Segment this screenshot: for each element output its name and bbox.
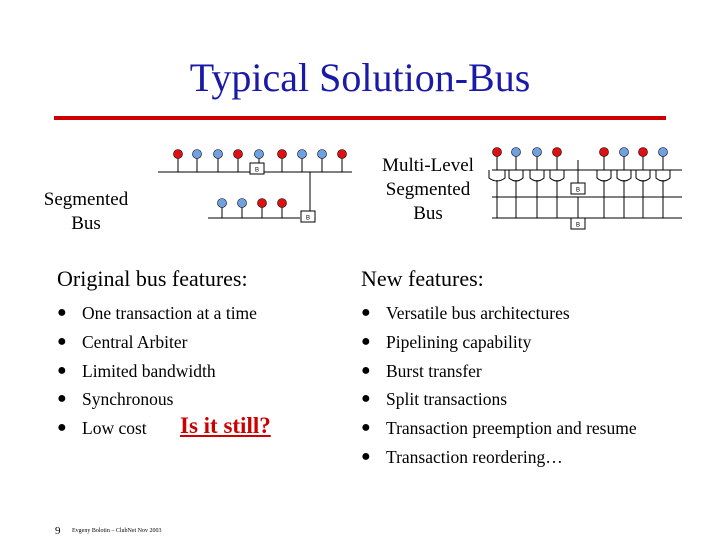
bullet-icon: ●: [57, 361, 67, 379]
node-red: [553, 148, 562, 157]
list-item: ● Synchronous: [55, 385, 257, 414]
node-red: [258, 199, 267, 208]
bullet-icon: ●: [57, 419, 67, 437]
bridge-label: B: [575, 222, 581, 229]
list-item: ● Versatile bus architectures: [359, 299, 637, 328]
slide-title: Typical Solution-Bus: [189, 55, 531, 100]
node-red: [278, 199, 287, 208]
node-blue: [318, 150, 327, 159]
node-red: [493, 148, 502, 157]
node-red: [278, 150, 287, 159]
node-blue: [238, 199, 247, 208]
node-blue: [218, 199, 227, 208]
list-item: ● Transaction preemption and resume: [359, 414, 637, 443]
new-features-heading: New features:: [361, 266, 484, 291]
new-features-list: [359, 299, 637, 472]
segmented-bus-diagram: [158, 154, 352, 222]
bullet-icon: ●: [361, 419, 371, 437]
multilevel-bus-nodes: [493, 148, 668, 157]
footer-text: Evgeny Bolotin – ClubNet Nov 2003: [72, 528, 162, 534]
bullet-icon: ●: [361, 304, 371, 321]
list-item: ● Limited bandwidth: [55, 357, 257, 386]
node-red: [639, 148, 648, 157]
bullet-icon: ●: [57, 332, 67, 350]
bridge-label: B: [575, 187, 581, 194]
list-item: ● Transaction reordering…: [359, 443, 637, 472]
list-item: ● One transaction at a time: [55, 299, 257, 328]
node-blue: [659, 148, 668, 157]
original-features-heading: Original bus features:: [57, 266, 248, 291]
list-item: ● Split transactions: [359, 385, 637, 414]
bullet-icon: ●: [361, 332, 371, 350]
list-item: ● Pipelining capability: [359, 328, 637, 357]
list-item: ● Central Arbiter: [55, 328, 257, 357]
node-red: [600, 148, 609, 157]
bridge-label: B: [254, 167, 260, 174]
callout-text: Is it still?: [180, 413, 271, 438]
bullet-icon: ●: [361, 447, 371, 465]
node-red: [234, 150, 243, 159]
bullet-icon: ●: [57, 390, 67, 408]
bullet-icon: ●: [361, 361, 371, 379]
node-blue: [193, 150, 202, 159]
list-item: ● Burst transfer: [359, 357, 637, 386]
bullet-icon: ●: [57, 304, 67, 321]
list-item: ● Low cost: [55, 414, 257, 443]
node-blue: [214, 150, 223, 159]
node-red: [338, 150, 347, 159]
node-blue: [255, 150, 264, 159]
bridge-label: B: [305, 215, 311, 222]
segmented-bus-nodes: [174, 150, 347, 208]
segmented-bus-label: Segmented Bus: [43, 189, 129, 234]
page-number: 9: [55, 525, 61, 537]
node-blue: [298, 150, 307, 159]
node-red: [174, 150, 183, 159]
multilevel-bus-label: Multi-Level Segmented Bus: [382, 155, 474, 224]
bullet-icon: ●: [361, 390, 371, 408]
node-blue: [620, 148, 629, 157]
multilevel-bus-diagram: [489, 152, 682, 229]
node-blue: [533, 148, 542, 157]
node-blue: [512, 148, 521, 157]
